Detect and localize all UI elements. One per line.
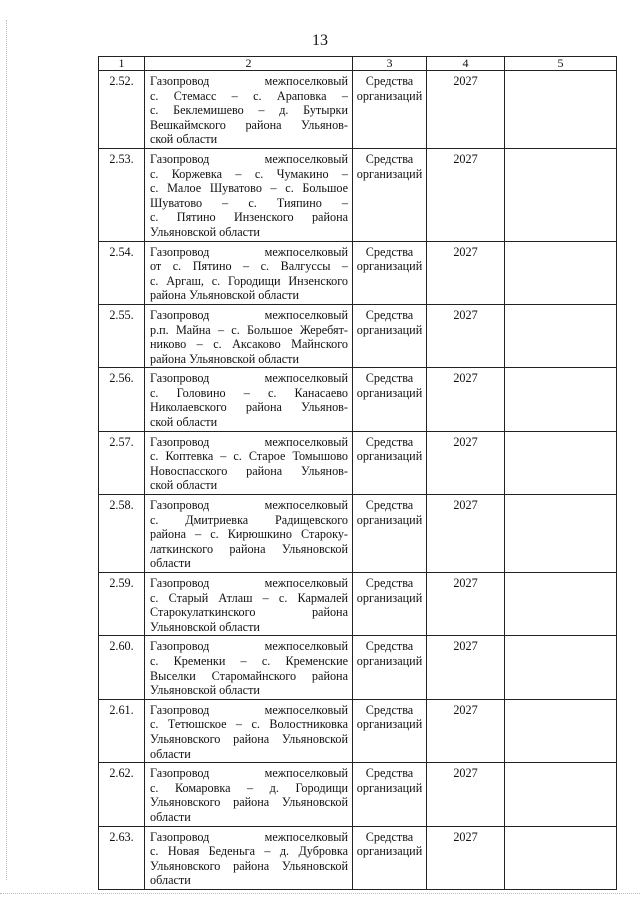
row-year: 2027 xyxy=(427,699,505,762)
row-note xyxy=(505,241,617,304)
description-line: Шуватово – с. Тияпино – xyxy=(150,195,348,210)
row-description xyxy=(145,573,353,636)
description-line: Николаевского района Ульянов- xyxy=(150,400,348,415)
description-line: Ульяновского района Ульяновской xyxy=(150,858,348,873)
row-note xyxy=(505,431,617,494)
row-note xyxy=(505,763,617,826)
description-line: ской области xyxy=(150,478,218,493)
row-year: 2027 xyxy=(427,573,505,636)
row-year: 2027 xyxy=(427,148,505,241)
description-line: Газопровод межпоселковый xyxy=(150,829,348,844)
row-funding-source: Средства организаций xyxy=(353,573,427,636)
row-funding-source: Средства организаций xyxy=(353,495,427,573)
description-line: с. Дмитриевка Радищевского xyxy=(150,512,348,527)
description-line: Ульяновского района Ульяновской xyxy=(150,731,348,746)
header-row xyxy=(99,57,617,71)
description-line: области xyxy=(150,746,191,761)
scan-edge-bottom xyxy=(0,893,640,895)
table-row xyxy=(99,495,617,573)
description-line: области xyxy=(150,556,191,571)
row-number: 2.57. xyxy=(99,431,145,494)
row-year: 2027 xyxy=(427,431,505,494)
row-description xyxy=(145,636,353,699)
description-line: Выселки Старомайнского района xyxy=(150,668,348,683)
description-line: Ульяновской области xyxy=(150,619,260,634)
description-line: никово – с. Аксаково Майнского xyxy=(150,337,348,352)
row-year: 2027 xyxy=(427,368,505,431)
row-note xyxy=(505,573,617,636)
row-number: 2.56. xyxy=(99,368,145,431)
row-note xyxy=(505,826,617,889)
description-line: Вешкаймского района Ульянов- xyxy=(150,117,348,132)
table-row xyxy=(99,431,617,494)
row-funding-source: Средства организаций xyxy=(353,304,427,367)
scan-edge-left xyxy=(6,20,8,880)
description-line: с. Малое Шуватово – с. Большое xyxy=(150,181,348,196)
description-line: латкинского района Ульяновской xyxy=(150,541,348,556)
description-line: с. Стемасс – с. Араповка – xyxy=(150,88,348,103)
row-number: 2.63. xyxy=(99,826,145,889)
row-year: 2027 xyxy=(427,763,505,826)
row-number: 2.59. xyxy=(99,573,145,636)
row-description xyxy=(145,304,353,367)
description-line: с. Головино – с. Канасаево xyxy=(150,385,348,400)
row-year: 2027 xyxy=(427,636,505,699)
program-table xyxy=(98,56,617,890)
description-line: Газопровод межпоселковый xyxy=(150,434,348,449)
row-note xyxy=(505,368,617,431)
page-number: 13 xyxy=(312,32,328,49)
row-note xyxy=(505,636,617,699)
row-note xyxy=(505,148,617,241)
row-funding-source: Средства организаций xyxy=(353,636,427,699)
table-row xyxy=(99,826,617,889)
description-line: с. Коптевка – с. Старое Томышово xyxy=(150,449,348,464)
row-number: 2.61. xyxy=(99,699,145,762)
row-number: 2.58. xyxy=(99,495,145,573)
row-year: 2027 xyxy=(427,241,505,304)
description-line: Газопровод межпоселковый xyxy=(150,371,348,386)
description-line: района Ульяновской области xyxy=(150,351,300,366)
description-line: с. Пятино Инзенского района xyxy=(150,210,348,225)
header-col-2: 2 xyxy=(145,57,353,71)
description-line: района Ульяновской области xyxy=(150,288,300,303)
row-note xyxy=(505,699,617,762)
row-note xyxy=(505,304,617,367)
row-description xyxy=(145,699,353,762)
description-line: Газопровод межпоселковый xyxy=(150,702,348,717)
description-line: Газопровод межпоселковый xyxy=(150,576,348,590)
description-line: р.п. Майна – с. Большое Жеребят- xyxy=(150,322,348,337)
row-year: 2027 xyxy=(427,495,505,573)
table-row xyxy=(99,573,617,636)
row-funding-source: Средства организаций xyxy=(353,431,427,494)
row-number: 2.60. xyxy=(99,636,145,699)
row-year: 2027 xyxy=(427,71,505,149)
row-year: 2027 xyxy=(427,304,505,367)
description-line: Газопровод межпоселковый xyxy=(150,498,348,513)
table-row xyxy=(99,241,617,304)
description-line: области xyxy=(150,809,191,824)
description-line: Ульяновской области xyxy=(150,224,260,239)
table-row xyxy=(99,636,617,699)
table-body xyxy=(99,71,617,890)
row-description xyxy=(145,495,353,573)
header-col-1: 1 xyxy=(99,57,145,71)
description-line: с. Комаровка – д. Городищи xyxy=(150,780,348,795)
description-line: Газопровод межпоселковый xyxy=(150,151,348,166)
table-row xyxy=(99,304,617,367)
description-line: Газопровод межпоселковый xyxy=(150,639,348,654)
description-line: Газопровод межпоселковый xyxy=(150,74,348,88)
row-funding-source: Средства организаций xyxy=(353,763,427,826)
row-funding-source: Средства организаций xyxy=(353,241,427,304)
description-line: Новоспасского района Ульянов- xyxy=(150,463,348,478)
description-line: ской области xyxy=(150,132,218,147)
table-row xyxy=(99,699,617,762)
description-line: Газопровод межпоселковый xyxy=(150,766,348,781)
row-number: 2.53. xyxy=(99,148,145,241)
description-line: ской области xyxy=(150,415,218,430)
table-row xyxy=(99,148,617,241)
description-line: Ульяновской области xyxy=(150,683,260,698)
row-funding-source: Средства организаций xyxy=(353,148,427,241)
row-description xyxy=(145,368,353,431)
table-row xyxy=(99,763,617,826)
description-line: области xyxy=(150,873,191,888)
row-funding-source: Средства организаций xyxy=(353,71,427,149)
table-row xyxy=(99,71,617,149)
row-number: 2.54. xyxy=(99,241,145,304)
description-line: Газопровод межпоселковый xyxy=(150,307,348,322)
description-line: с. Коржевка – с. Чумакино – xyxy=(150,166,348,181)
row-description xyxy=(145,826,353,889)
row-year: 2027 xyxy=(427,826,505,889)
row-description xyxy=(145,431,353,494)
row-funding-source: Средства организаций xyxy=(353,699,427,762)
row-description xyxy=(145,763,353,826)
header-col-5: 5 xyxy=(505,57,617,71)
description-line: с. Беклемишево – д. Бутырки xyxy=(150,103,348,118)
row-description xyxy=(145,71,353,149)
description-line: Старокулаткинского района xyxy=(150,605,348,620)
row-funding-source: Средства организаций xyxy=(353,826,427,889)
description-line: Газопровод межпоселковый xyxy=(150,244,348,259)
description-line: с. Старый Атлаш – с. Кармалей xyxy=(150,590,348,605)
row-number: 2.62. xyxy=(99,763,145,826)
description-line: с. Тетюшское – с. Волостниковка xyxy=(150,717,348,732)
header-col-4: 4 xyxy=(427,57,505,71)
row-description xyxy=(145,241,353,304)
description-line: Ульяновского района Ульяновской xyxy=(150,795,348,810)
table-row xyxy=(99,368,617,431)
header-col-3: 3 xyxy=(353,57,427,71)
description-line: от с. Пятино – с. Валгуссы – xyxy=(150,259,348,274)
row-note xyxy=(505,71,617,149)
description-line: района – с. Кирюшкино Староку- xyxy=(150,527,348,542)
description-line: с. Кременки – с. Кременские xyxy=(150,653,348,668)
row-number: 2.52. xyxy=(99,71,145,149)
description-line: с. Аргаш, с. Городищи Инзенского xyxy=(150,273,348,288)
row-funding-source: Средства организаций xyxy=(353,368,427,431)
row-number: 2.55. xyxy=(99,304,145,367)
row-note xyxy=(505,495,617,573)
row-description xyxy=(145,148,353,241)
description-line: с. Новая Беденьга – д. Дубровка xyxy=(150,844,348,859)
